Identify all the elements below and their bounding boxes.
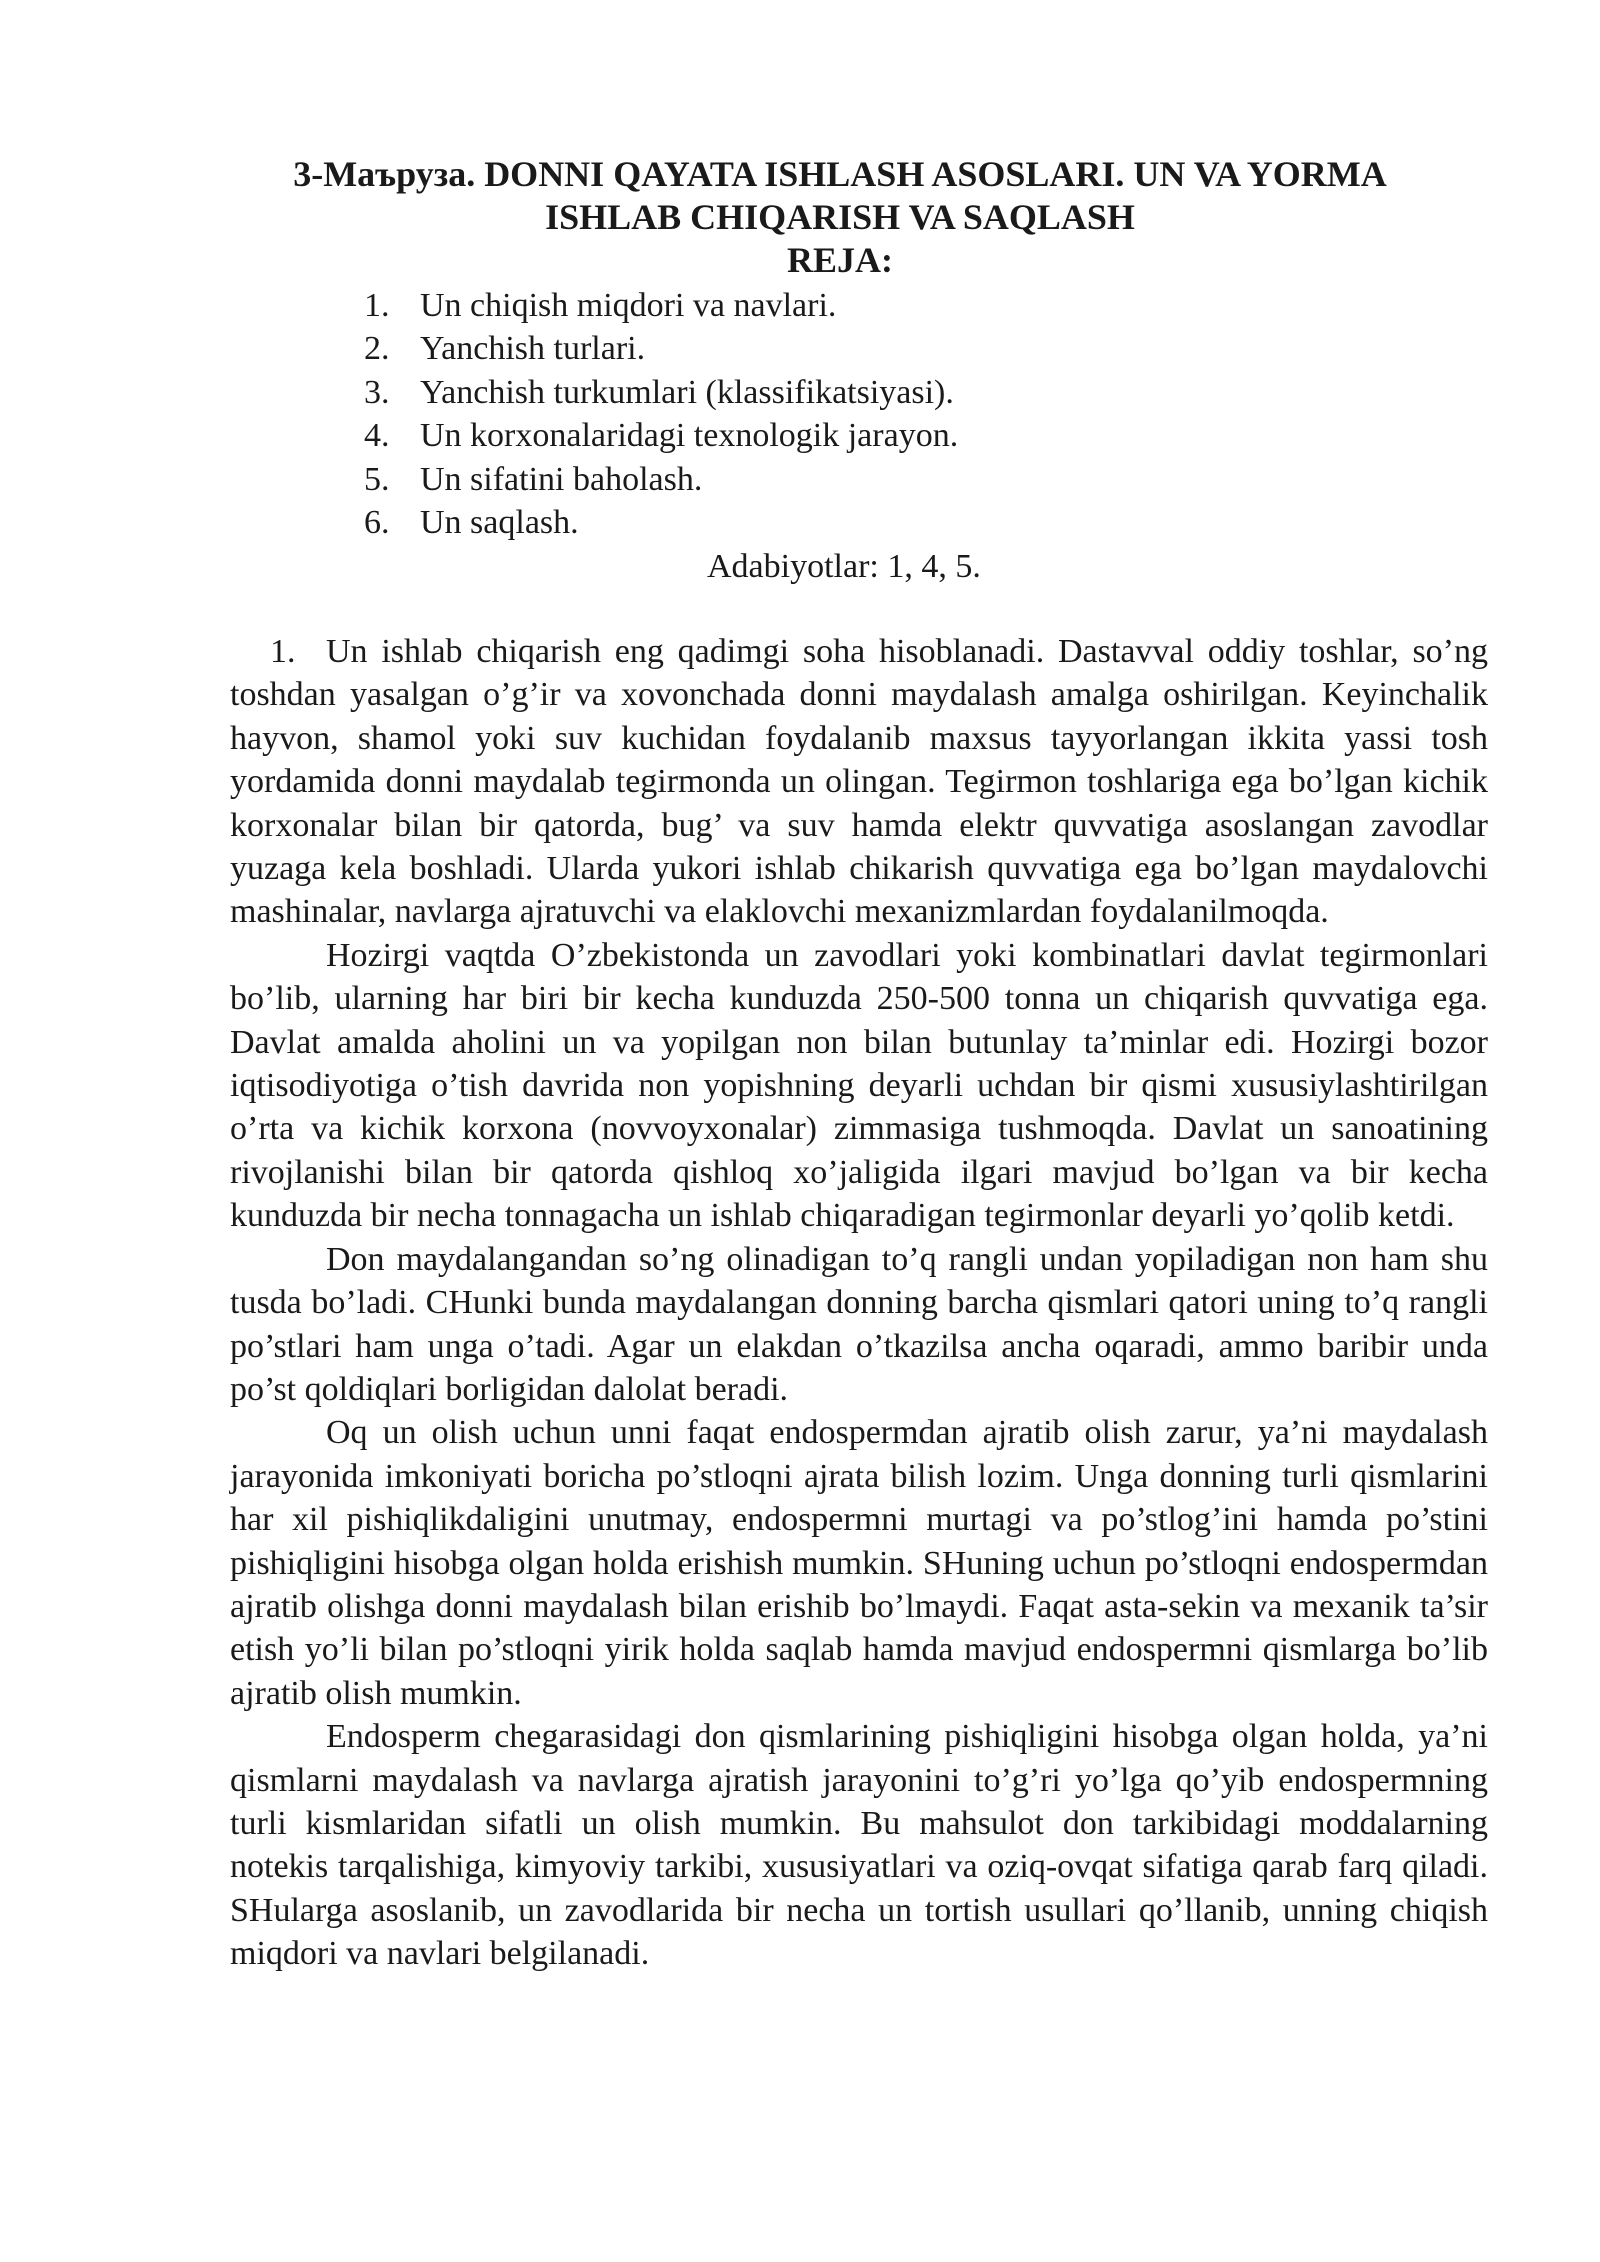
plan-item-number: 5. [364, 460, 390, 498]
plan-item [364, 327, 958, 370]
plan-item-text: Un saqlash. [420, 504, 579, 542]
plan-item-number: 6. [364, 504, 390, 542]
lecture-body [230, 630, 1488, 1976]
plan-list [364, 284, 958, 544]
references-line: Adabiyotlar: 1, 4, 5. [707, 548, 981, 585]
plan-item-number: 3. [364, 373, 390, 411]
paragraph-text: Un ishlab chiqarish eng qadimgi soha hisoblanadi. Dastavval oddiy toshlar, so’ng toshdan yasalgan o’g’ir va xovonchada donni maydalash amalga oshirilgan. Keyinchalik hayvon, shamol yoki suv kuchidan foydalanib maxsus tayyorlangan ikkita yassi tosh yordamida donni maydalab tegirmonda un olingan. Tegirmon toshlariga ega bo’lgan kichik korxonalar bilan bir qatorda, bug’ va suv hamda elektr quvvatiga asoslangan zavodlar yuzaga kela boshladi. Ularda yukori ishlab chikarish quvvatiga ega bo’lgan maydalovchi mashinalar, navlarga ajratuvchi va elaklovchi mexanizmlardan foydalanilmoqda. [230, 633, 1488, 931]
body-paragraph: Don maydalangandan so’ng olinadigan to’q rangli undan yopiladigan non ham shu tusda bo’ladi. CHunki bunda maydalangan donning barcha qismlari qatori uning to’q rangli po’stlari ham unga o’tadi. Agar un elakdan o’tkazilsa ancha oqaradi, ammo baribir unda po’st qoldiqlari borligidan dalolat beradi. [230, 1240, 1488, 1408]
plan-item [364, 414, 958, 457]
plan-item-number: 2. [364, 330, 390, 368]
plan-item [364, 458, 958, 501]
lecture-title-line2: ISHLAB CHIQARISH VA SAQLASH [545, 197, 1135, 237]
body-paragraph: Endosperm chegarasidagi don qismlarining pishiqligini hisobga olgan holda, ya’ni qismlarni maydalash va navlarga ajratish jarayonini to’g’ri yo’lga qo’yib endospermning turli kismlaridan sifatli un olish mumkin. Bu mahsulot don tarkibidagi moddalarning notekis tarqalishiga, kimyoviy tarkibi, xususiyatlari va oziq-ovqat sifatiga qarab farq qiladi. SHularga asoslanib, un zavodlarida bir necha un tortish usullari qo’llanib, unning chiqish miqdori va navlari belgilanadi. [230, 1718, 1488, 1973]
body-paragraph [230, 630, 1488, 934]
body-paragraph: Hozirgi vaqtda O’zbekistonda un zavodlari yoki kombinatlari davlat tegirmonlari bo’lib, ularning har biri bir kecha kunduzda 250-500 tonna un chiqarish quvvatiga ega. Davlat amalda aholini un va yopilgan non bilan butunlay ta’minlar edi. Hozirgi bozor iqtisodiyotiga o’tish davrida non yopishning deyarli uchdan bir qismi xususiylashtirilgan o’rta va kichik korxona (novvoyxonalar) zimmasiga tushmoqda. Davlat un sanoatining rivojlanishi bilan bir qatorda qishloq xo’jaligida ilgari mavjud bo’lgan va bir kecha kunduzda bir necha tonnagacha un ishlab chiqaradigan tegirmonlar deyarli yo’qolib ketdi. [230, 936, 1488, 1235]
plan-item-text: Un korxonalaridagi texnologik jarayon. [420, 417, 959, 455]
plan-item-text: Un chiqish miqdori va navlari. [420, 287, 837, 324]
plan-item-number: 4. [364, 417, 390, 455]
plan-item-text: Un sifatini baholash. [420, 460, 703, 498]
plan-item [364, 371, 958, 414]
plan-heading: REJA: [787, 240, 893, 280]
paragraph-number: 1. [270, 633, 296, 670]
plan-item [364, 501, 958, 544]
lecture-title-line1: 3-Маъруза. DONNI QAYATA ISHLASH ASOSLARI. UN VA YORMA [293, 154, 1387, 194]
plan-item-text: Yanchish turlari. [420, 330, 646, 368]
plan-item-text: Yanchish turkumlari (klassifikatsiyasi). [420, 373, 954, 411]
plan-item-number: 1. [364, 287, 390, 324]
body-paragraph: Oq un olish uchun unni faqat endospermdan ajratib olish zarur, ya’ni maydalash jarayonida imkoniyati boricha po’stloqni ajrata bilish lozim. Unga donning turli qismlarini har xil pishiqlikdaligini unutmay, endospermni murtagi va po’stlog’ini hamda po’stini pishiqligini hisobga olgan holda erishish mumkin. SHuning uchun po’stloqni endospermdan ajratib olishga donni maydalash bilan erishib bo’lmaydi. Faqat asta-sekin va mexanik ta’sir etish yo’li bilan po’stloqni yirik holda saqlab hamda mavjud endospermni qismlarga bo’lib ajratib olish mumkin. [230, 1414, 1488, 1712]
plan-item [364, 284, 958, 327]
